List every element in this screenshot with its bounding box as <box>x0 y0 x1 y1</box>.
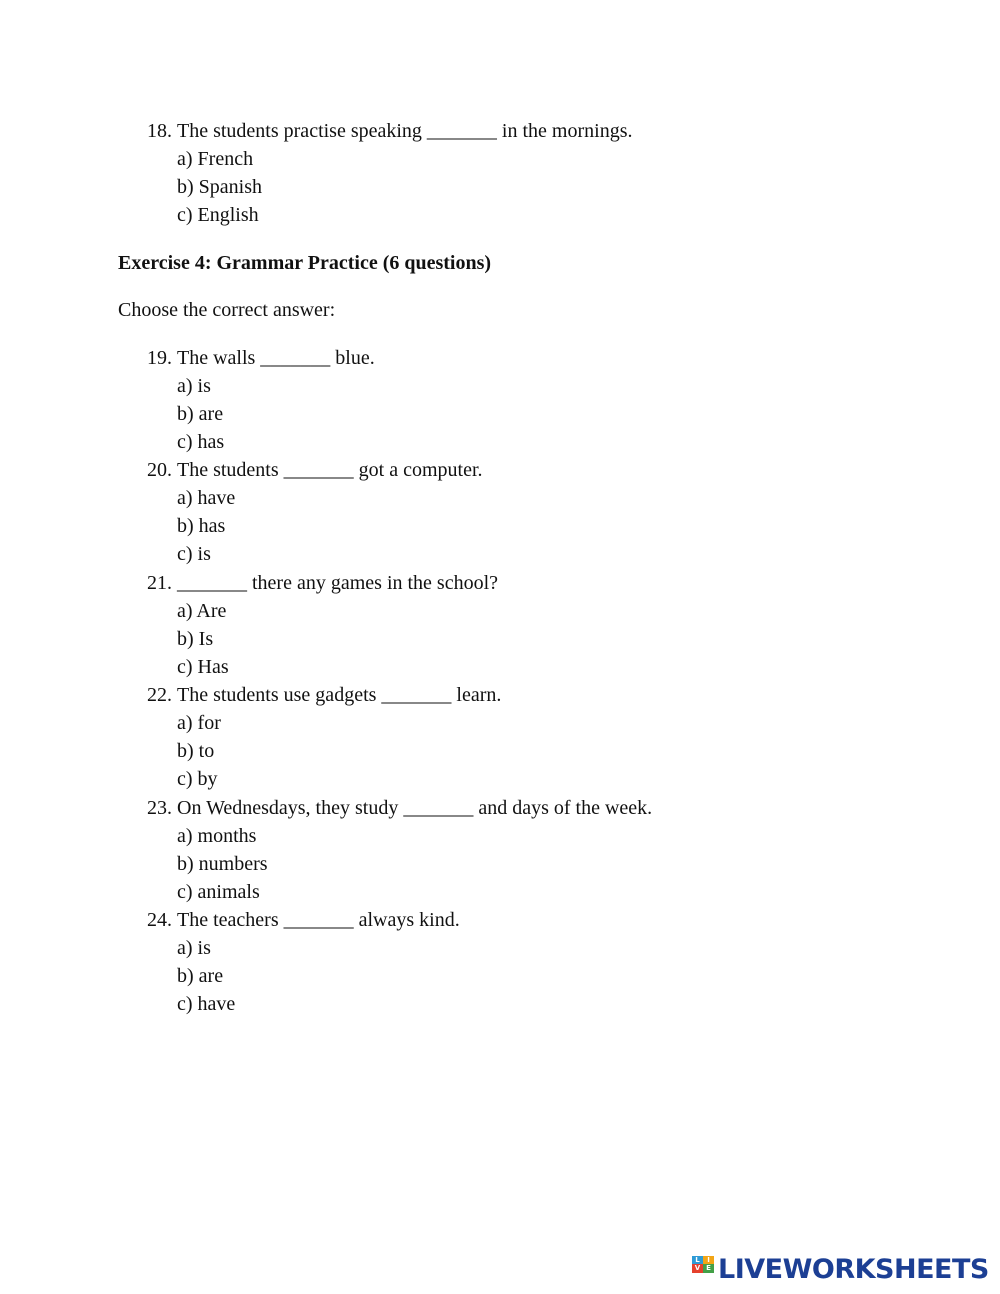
logo-letter-i: I <box>703 1256 714 1264</box>
question-number: 20. <box>147 459 172 481</box>
question-number: 22. <box>147 684 172 706</box>
option-b[interactable]: b) are <box>177 403 224 425</box>
option-a[interactable]: a) have <box>177 487 236 509</box>
liveworksheets-brand[interactable] <box>692 1252 989 1286</box>
option-b[interactable]: b) numbers <box>177 853 268 875</box>
option-a[interactable]: a) Are <box>177 600 227 622</box>
question-number: 23. <box>147 797 172 819</box>
option-c[interactable]: c) Has <box>177 656 229 678</box>
question-text: _______ there any games in the school? <box>177 572 499 594</box>
option-c[interactable]: c) is <box>177 543 211 565</box>
option-b[interactable]: b) Spanish <box>177 176 262 198</box>
liveworksheets-logo-icon <box>692 1256 714 1282</box>
option-c[interactable]: c) has <box>177 431 225 453</box>
question-number: 21. <box>147 572 172 594</box>
question-text: The walls _______ blue. <box>177 347 375 369</box>
question-text: The students _______ got a computer. <box>177 459 483 481</box>
option-a[interactable]: a) months <box>177 825 257 847</box>
question-number: 24. <box>147 909 172 931</box>
question-text: The students use gadgets _______ learn. <box>177 684 502 706</box>
option-a[interactable]: a) French <box>177 148 254 170</box>
question-text: The students practise speaking _______ in the mornings. <box>177 120 633 142</box>
option-c[interactable]: c) have <box>177 993 236 1015</box>
option-c[interactable]: c) by <box>177 768 218 790</box>
question-number: 18. <box>147 120 172 142</box>
exercise-instruction: Choose the correct answer: <box>118 299 336 321</box>
brand-name: LIVEWORKSHEETS <box>718 1253 989 1285</box>
option-a[interactable]: a) for <box>177 712 221 734</box>
option-b[interactable]: b) to <box>177 740 215 762</box>
logo-letter-l: L <box>692 1256 703 1264</box>
logo-letter-v: V <box>692 1264 703 1273</box>
option-b[interactable]: b) are <box>177 965 224 987</box>
question-text: The teachers _______ always kind. <box>177 909 460 931</box>
logo-letter-e: E <box>703 1264 714 1273</box>
option-a[interactable]: a) is <box>177 937 211 959</box>
option-b[interactable]: b) has <box>177 515 226 537</box>
option-c[interactable]: c) English <box>177 204 259 226</box>
exercise-heading: Exercise 4: Grammar Practice (6 questions) <box>118 252 492 274</box>
option-c[interactable]: c) animals <box>177 881 260 903</box>
option-a[interactable]: a) is <box>177 375 211 397</box>
question-number: 19. <box>147 347 172 369</box>
question-text: On Wednesdays, they study _______ and days of the week. <box>177 797 653 819</box>
option-b[interactable]: b) Is <box>177 628 214 650</box>
